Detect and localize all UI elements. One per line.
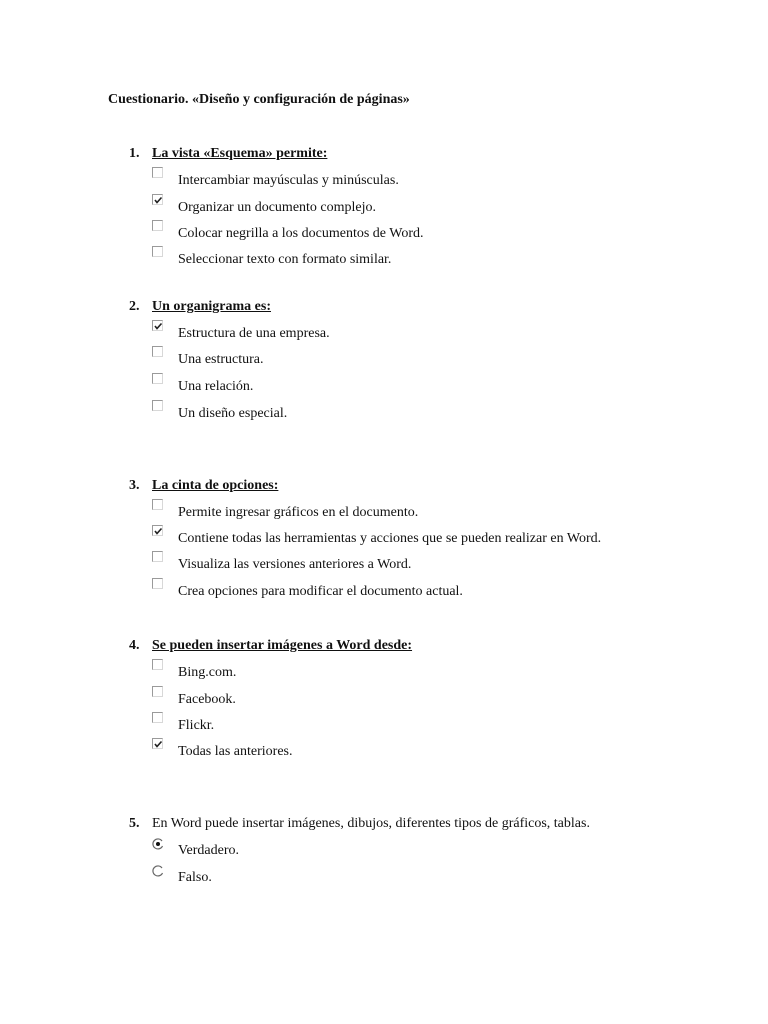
option-label: Visualiza las versiones anteriores a Word. <box>178 557 412 572</box>
option-label: Organizar un documento complejo. <box>178 200 377 215</box>
option-2-3[interactable] <box>0 379 768 403</box>
option-2-2[interactable] <box>0 352 768 376</box>
question-text: La cinta de opciones: <box>152 478 279 493</box>
option-5-2[interactable] <box>0 870 768 894</box>
option-1-1[interactable] <box>0 173 768 197</box>
question-number: 3. <box>129 478 140 493</box>
option-label: Crea opciones para modificar el documento actual. <box>178 584 463 599</box>
option-1-2[interactable] <box>0 200 768 224</box>
option-1-4[interactable] <box>0 252 768 276</box>
option-3-1[interactable] <box>0 505 768 529</box>
question-header <box>0 638 768 656</box>
option-label: Una relación. <box>178 379 254 394</box>
option-label: Un diseño especial. <box>178 406 288 421</box>
checkbox-checked-icon[interactable] <box>152 525 163 536</box>
option-label: Permite ingresar gráficos en el documento. <box>178 505 419 520</box>
document-title: Cuestionario. «Diseño y configuración de páginas» <box>108 92 410 107</box>
question-text: La vista «Esquema» permite: <box>152 146 328 161</box>
option-label: Todas las anteriores. <box>178 744 293 759</box>
option-label: Seleccionar texto con formato similar. <box>178 252 392 267</box>
option-3-2[interactable] <box>0 531 768 555</box>
option-4-3[interactable] <box>0 718 768 742</box>
option-label: Colocar negrilla a los documentos de Word. <box>178 226 424 241</box>
question-text: Se pueden insertar imágenes a Word desde: <box>152 638 413 653</box>
checkbox-unchecked-icon[interactable] <box>152 551 163 562</box>
option-2-1[interactable] <box>0 326 768 350</box>
checkbox-checked-icon[interactable] <box>152 194 163 205</box>
checkbox-unchecked-icon[interactable] <box>152 578 163 589</box>
checkbox-unchecked-icon[interactable] <box>152 659 163 670</box>
question-header <box>0 146 768 164</box>
option-label: Facebook. <box>178 692 236 707</box>
checkbox-checked-icon[interactable] <box>152 738 163 749</box>
checkbox-unchecked-icon[interactable] <box>152 167 163 178</box>
option-2-4[interactable] <box>0 406 768 430</box>
question-header <box>0 478 768 496</box>
option-label: Falso. <box>178 870 212 885</box>
checkbox-unchecked-icon[interactable] <box>152 246 163 257</box>
option-label: Contiene todas las herramientas y acciones que se pueden realizar en Word. <box>178 531 602 546</box>
checkbox-unchecked-icon[interactable] <box>152 499 163 510</box>
checkbox-unchecked-icon[interactable] <box>152 346 163 357</box>
checkbox-unchecked-icon[interactable] <box>152 712 163 723</box>
checkbox-unchecked-icon[interactable] <box>152 373 163 384</box>
checkbox-checked-icon[interactable] <box>152 320 163 331</box>
radio-selected-icon[interactable] <box>152 837 164 849</box>
option-label: Bing.com. <box>178 665 237 680</box>
question-number: 2. <box>129 299 140 314</box>
question-number: 4. <box>129 638 140 653</box>
question-number: 5. <box>129 816 140 831</box>
option-label: Una estructura. <box>178 352 264 367</box>
option-5-1[interactable] <box>0 843 768 867</box>
option-3-4[interactable] <box>0 584 768 608</box>
checkbox-unchecked-icon[interactable] <box>152 400 163 411</box>
option-3-3[interactable] <box>0 557 768 581</box>
option-4-2[interactable] <box>0 692 768 716</box>
option-label: Estructura de una empresa. <box>178 326 330 341</box>
option-1-3[interactable] <box>0 226 768 250</box>
checkbox-unchecked-icon[interactable] <box>152 220 163 231</box>
question-number: 1. <box>129 146 140 161</box>
question-text: Un organigrama es: <box>152 299 271 314</box>
option-4-4[interactable] <box>0 744 768 768</box>
question-header <box>0 816 768 834</box>
question-text: En Word puede insertar imágenes, dibujos, diferentes tipos de gráficos, tablas. <box>152 816 590 831</box>
option-4-1[interactable] <box>0 665 768 689</box>
question-header <box>0 299 768 317</box>
option-label: Verdadero. <box>178 843 240 858</box>
option-label: Intercambiar mayúsculas y minúsculas. <box>178 173 399 188</box>
option-label: Flickr. <box>178 718 215 733</box>
checkbox-unchecked-icon[interactable] <box>152 686 163 697</box>
radio-unselected-icon[interactable] <box>152 864 164 876</box>
